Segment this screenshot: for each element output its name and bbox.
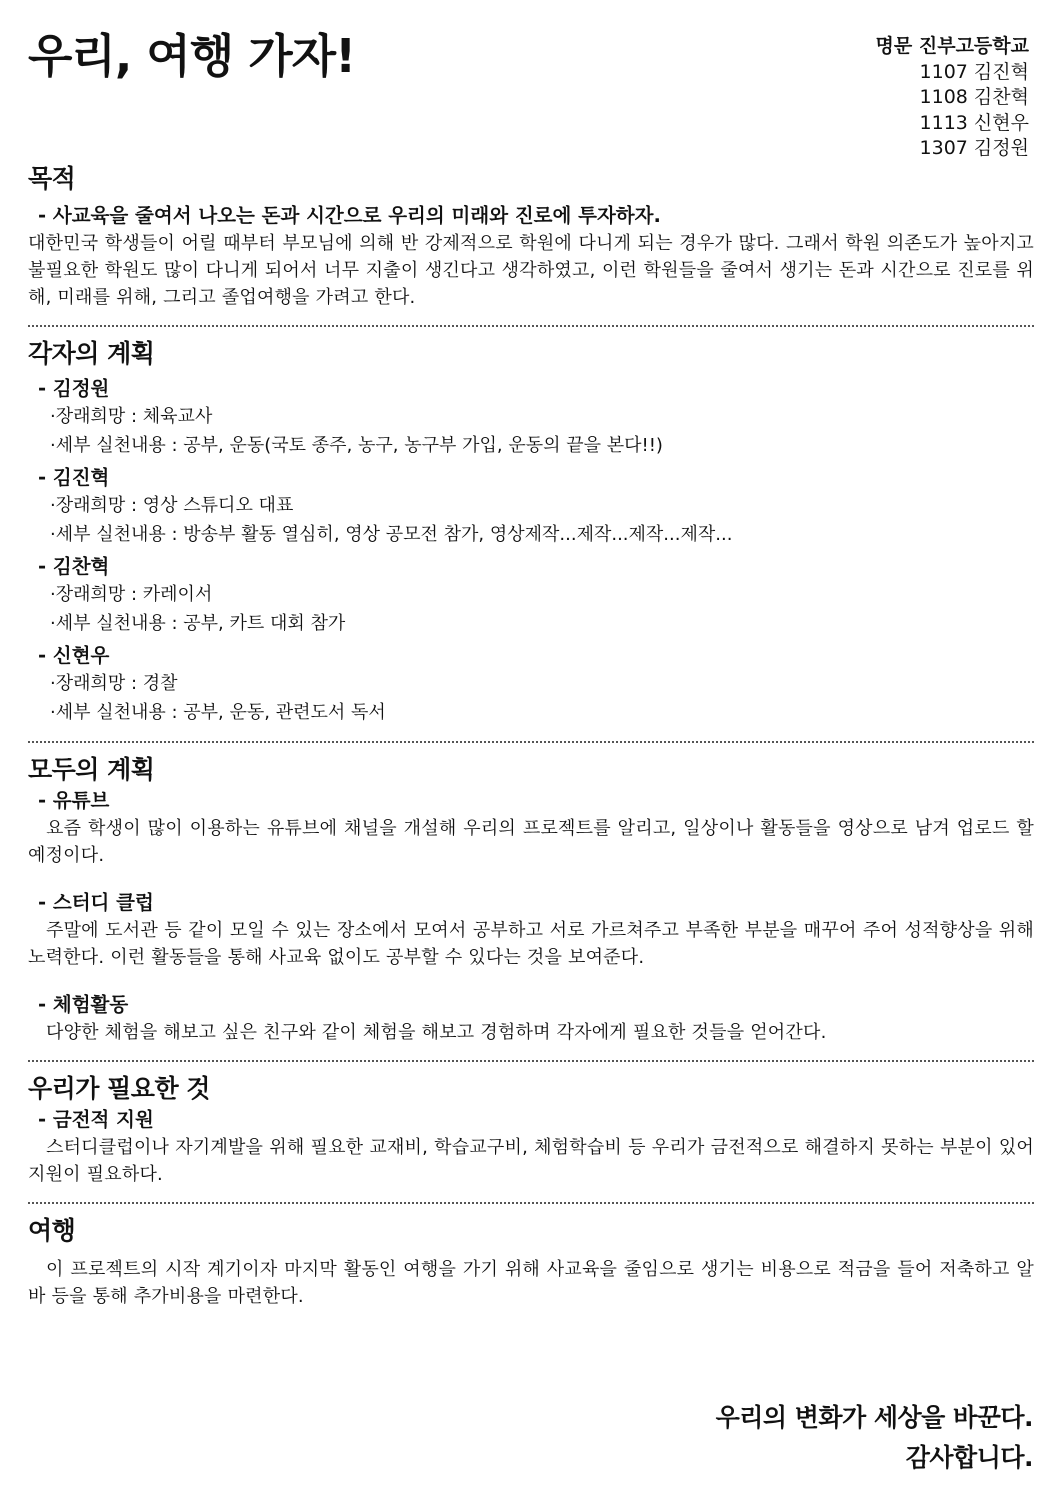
plan-item-title: - 스터디 클럽 [38, 891, 154, 914]
person-detail: ·세부 실천내용 : 공부, 카트 대회 참가 [50, 612, 346, 634]
plan-item-title: - 체험활동 [38, 993, 129, 1016]
document-body [28, 162, 1034, 1310]
purpose-subtitle: - 사교육을 줄여서 나오는 돈과 시간으로 우리의 미래와 진로에 투자하자. [38, 204, 661, 227]
person-hope: ·장래희망 : 영상 스튜디오 대표 [50, 495, 294, 516]
person-hope: ·장래희망 : 경찰 [50, 673, 178, 694]
purpose-body: 대한민국 학생들이 어릴 때부터 부모님에 의해 반 강제적으로 학원에 다니게 되는 경우가 많다. 그래서 학원 의존도가 높아지고 불필요한 학원도 많이 다니게 되어서 너무 지출이 생긴다고 생각하였고, 이런 학원들을 줄여서 생기는 돈과 시간으로 진로를 위해, 미래를 위해, 그리고 졸업여행을 가려고 한다. [28, 233, 1034, 308]
person-name: - 김정원 [38, 377, 110, 400]
section-divider [28, 1060, 1034, 1062]
plan-item-body: 다양한 체험을 해보고 싶은 친구와 같이 체험을 해보고 경험하며 각자에게 필요한 것들을 얻어간다. [46, 1022, 827, 1043]
person-hope: ·장래희망 : 체육교사 [50, 406, 213, 427]
person-name: - 김진혁 [38, 466, 110, 489]
plan-item-body: 주말에 도서관 등 같이 모일 수 있는 장소에서 모여서 공부하고 서로 가르쳐주고 부족한 부분을 매꾸어 주어 성적향상을 위해 노력한다. 이런 활동들을 통해 사교육 없이도 공부할 수 있다는 것을 보여준다. [28, 920, 1034, 968]
section-heading: 목적 [28, 164, 76, 193]
section-divider [28, 741, 1034, 743]
closing-block [716, 1398, 1033, 1478]
needs-title: - 금전적 지원 [38, 1108, 154, 1131]
closing-thanks: 감사합니다. [905, 1443, 1033, 1472]
member-line: 1108 김찬혁 [919, 86, 1029, 108]
person-plan [28, 375, 1034, 460]
section-heading: 각자의 계획 [28, 339, 155, 368]
person-hope: ·장래희망 : 카레이서 [50, 584, 213, 605]
section-heading: 우리가 필요한 것 [28, 1074, 210, 1103]
person-plan [28, 642, 1034, 727]
person-plan [28, 553, 1034, 638]
member-line: 1107 김진혁 [919, 60, 1029, 83]
author-block [876, 34, 1029, 162]
trip-body: 이 프로젝트의 시작 계기이자 마지막 활동인 여행을 가기 위해 사교육을 줄임으로 생기는 비용으로 적금을 들어 저축하고 알바 등을 통해 추가비용을 마련한다. [28, 1259, 1034, 1307]
section-divider [28, 1202, 1034, 1204]
plan-item-title: - 유튜브 [38, 789, 110, 812]
plan-item-body: 요즘 학생이 많이 이용하는 유튜브에 채널을 개설해 우리의 프로젝트를 알리고, 일상이나 활동들을 영상으로 남겨 업로드 할 예정이다. [28, 818, 1034, 866]
school-name: 명문 진부고등학교 [875, 35, 1029, 57]
needs-section [28, 1072, 1034, 1188]
closing-slogan: 우리의 변화가 세상을 바꾼다. [715, 1403, 1033, 1432]
section-heading: 모두의 계획 [28, 755, 155, 784]
document-title: 우리, 여행 가자! [28, 29, 356, 83]
purpose-section [28, 162, 1034, 311]
needs-body: 스터디클럽이나 자기계발을 위해 필요한 교재비, 학습교구비, 체험학습비 등 우리가 금전적으로 해결하지 못하는 부분이 있어 지원이 필요하다. [28, 1137, 1034, 1185]
individual-plan-section [28, 337, 1034, 727]
member-line: 1113 신현우 [919, 111, 1029, 134]
shared-plan-section [28, 753, 1034, 1046]
person-detail: ·세부 실천내용 : 공부, 운동, 관련도서 독서 [50, 701, 386, 723]
person-plan [28, 464, 1034, 549]
person-detail: ·세부 실천내용 : 방송부 활동 열심히, 영상 공모전 참가, 영상제작...제작...제작...제작... [50, 523, 733, 545]
trip-section [28, 1214, 1034, 1310]
member-line: 1307 김정원 [919, 137, 1029, 159]
section-heading: 여행 [28, 1216, 76, 1245]
person-name: - 김찬혁 [38, 555, 110, 578]
person-name: - 신현우 [38, 644, 110, 667]
person-detail: ·세부 실천내용 : 공부, 운동(국토 종주, 농구, 농구부 가입, 운동의 끝을 본다!!) [50, 434, 663, 456]
section-divider [28, 325, 1034, 327]
